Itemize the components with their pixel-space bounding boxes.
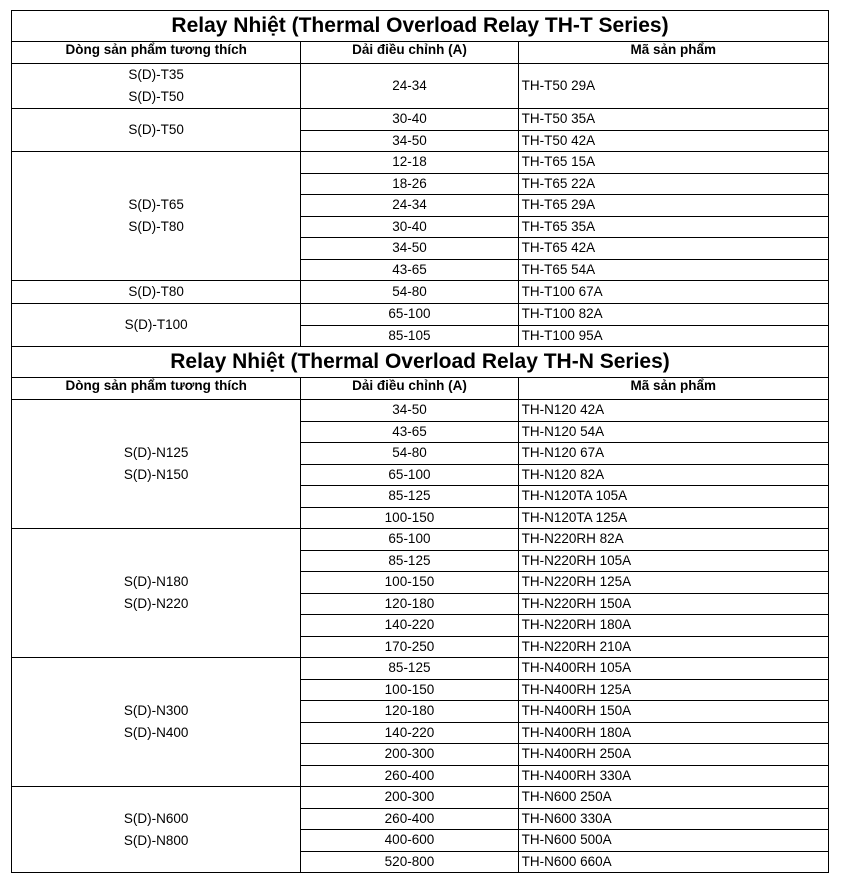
range-cell: 120-180: [301, 701, 518, 723]
product-code-cell: TH-N400RH 125A: [518, 679, 828, 701]
compatible-model: S(D)-T50: [128, 122, 184, 137]
column-header-compatible: Dòng sản phẩm tương thích: [12, 42, 301, 64]
product-code-cell: TH-N600 330A: [518, 808, 828, 830]
range-cell: 34-50: [301, 130, 518, 152]
table-row: [12, 109, 829, 131]
table-row: [12, 787, 829, 809]
product-code-cell: TH-N400RH 250A: [518, 744, 828, 766]
range-cell: 85-125: [301, 658, 518, 680]
compatible-models-cell: [12, 109, 301, 152]
range-cell: 30-40: [301, 109, 518, 131]
range-cell: 140-220: [301, 615, 518, 637]
range-cell: 200-300: [301, 744, 518, 766]
table-row: [12, 658, 829, 680]
product-code-cell: TH-T65 54A: [518, 259, 828, 281]
product-code-cell: TH-T65 22A: [518, 173, 828, 195]
compatible-model: S(D)-N180: [123, 574, 189, 589]
table-row: [12, 64, 829, 109]
range-cell: 100-150: [301, 679, 518, 701]
compatible-models-cell: [12, 787, 301, 873]
table-row: [12, 529, 829, 551]
range-cell: 85-125: [301, 550, 518, 572]
range-cell: 24-34: [301, 64, 518, 109]
product-code-cell: TH-T50 29A: [518, 64, 828, 109]
compatible-models-cell: [12, 281, 301, 304]
column-header-row: [12, 378, 829, 400]
product-code-cell: TH-N220RH 105A: [518, 550, 828, 572]
compatible-model: S(D)-T80: [128, 219, 184, 234]
product-code-cell: TH-T65 42A: [518, 238, 828, 260]
compatible-model: S(D)-N150: [123, 467, 189, 482]
product-code-cell: TH-N220RH 82A: [518, 529, 828, 551]
range-cell: 43-65: [301, 421, 518, 443]
product-code-cell: TH-N120 82A: [518, 464, 828, 486]
product-code-cell: TH-N220RH 180A: [518, 615, 828, 637]
product-code-cell: TH-N220RH 125A: [518, 572, 828, 594]
range-cell: 34-50: [301, 238, 518, 260]
product-code-cell: TH-N400RH 180A: [518, 722, 828, 744]
product-code-cell: TH-T100 67A: [518, 281, 828, 304]
compatible-models-cell: [12, 304, 301, 347]
product-code-cell: TH-T100 95A: [518, 325, 828, 347]
range-cell: 43-65: [301, 259, 518, 281]
product-code-cell: TH-T50 35A: [518, 109, 828, 131]
table-row: [12, 152, 829, 174]
product-code-cell: TH-T65 35A: [518, 216, 828, 238]
product-code-cell: TH-T100 82A: [518, 304, 828, 326]
product-code-cell: TH-N600 500A: [518, 830, 828, 852]
product-code-cell: TH-T65 15A: [518, 152, 828, 174]
product-code-cell: TH-N120 54A: [518, 421, 828, 443]
column-header-range: Dải điều chỉnh (A): [301, 42, 518, 64]
range-cell: 65-100: [301, 464, 518, 486]
product-code-cell: TH-N600 250A: [518, 787, 828, 809]
range-cell: 170-250: [301, 636, 518, 658]
range-cell: 85-125: [301, 486, 518, 508]
product-code-cell: TH-N120 67A: [518, 443, 828, 465]
section-title-row: [12, 11, 829, 42]
product-code-cell: TH-N120 42A: [518, 400, 828, 422]
product-code-cell: TH-N400RH 330A: [518, 765, 828, 787]
range-cell: 30-40: [301, 216, 518, 238]
product-code-cell: TH-T50 42A: [518, 130, 828, 152]
product-code-cell: TH-N400RH 105A: [518, 658, 828, 680]
compatible-models-cell: [12, 529, 301, 658]
product-code-cell: TH-T65 29A: [518, 195, 828, 217]
product-code-cell: TH-N400RH 150A: [518, 701, 828, 723]
column-header-code: Mã sản phẩm: [518, 42, 828, 64]
product-code-cell: TH-N120TA 125A: [518, 507, 828, 529]
section-title: Relay Nhiệt (Thermal Overload Relay TH-N Series): [12, 347, 829, 378]
section-title: Relay Nhiệt (Thermal Overload Relay TH-T Series): [12, 11, 829, 42]
product-code-cell: TH-N220RH 210A: [518, 636, 828, 658]
relay-spec-sheet: [11, 10, 829, 873]
range-cell: 24-34: [301, 195, 518, 217]
range-cell: 260-400: [301, 808, 518, 830]
section-title-row: [12, 347, 829, 378]
range-cell: 260-400: [301, 765, 518, 787]
range-cell: 65-100: [301, 529, 518, 551]
range-cell: 400-600: [301, 830, 518, 852]
range-cell: 65-100: [301, 304, 518, 326]
compatible-models-cell: [12, 64, 301, 109]
compatible-models-cell: [12, 152, 301, 281]
compatible-model: S(D)-N220: [123, 596, 189, 611]
range-cell: 100-150: [301, 572, 518, 594]
product-code-cell: TH-N120TA 105A: [518, 486, 828, 508]
range-cell: 140-220: [301, 722, 518, 744]
compatible-model: S(D)-T80: [128, 284, 184, 299]
table-row: [12, 281, 829, 304]
range-cell: 18-26: [301, 173, 518, 195]
compatible-model: S(D)-N300: [123, 703, 189, 718]
range-cell: 100-150: [301, 507, 518, 529]
compatible-model: S(D)-T65: [128, 197, 184, 212]
column-header-code: Mã sản phẩm: [518, 378, 828, 400]
range-cell: 34-50: [301, 400, 518, 422]
table-row: [12, 304, 829, 326]
compatible-model: S(D)-N600: [123, 810, 189, 826]
relay-table: [11, 10, 829, 873]
product-code-cell: TH-N220RH 150A: [518, 593, 828, 615]
column-header-compatible: Dòng sản phẩm tương thích: [12, 378, 301, 400]
compatible-model: S(D)-T100: [124, 317, 188, 332]
compatible-model: S(D)-N800: [123, 832, 189, 848]
range-cell: 200-300: [301, 787, 518, 809]
relay-table-body: [12, 11, 829, 873]
range-cell: 85-105: [301, 325, 518, 347]
range-cell: 54-80: [301, 443, 518, 465]
compatible-models-cell: [12, 658, 301, 787]
range-cell: 120-180: [301, 593, 518, 615]
column-header-range: Dải điều chỉnh (A): [301, 378, 518, 400]
table-row: [12, 400, 829, 422]
product-code-cell: TH-N600 660A: [518, 851, 828, 873]
compatible-model: S(D)-N125: [123, 445, 189, 460]
range-cell: 520-800: [301, 851, 518, 873]
range-cell: 12-18: [301, 152, 518, 174]
compatible-models-cell: [12, 400, 301, 529]
compatible-model: S(D)-T50: [128, 89, 184, 104]
compatible-model: S(D)-T35: [128, 67, 184, 82]
compatible-model: S(D)-N400: [123, 725, 189, 740]
range-cell: 54-80: [301, 281, 518, 304]
column-header-row: [12, 42, 829, 64]
